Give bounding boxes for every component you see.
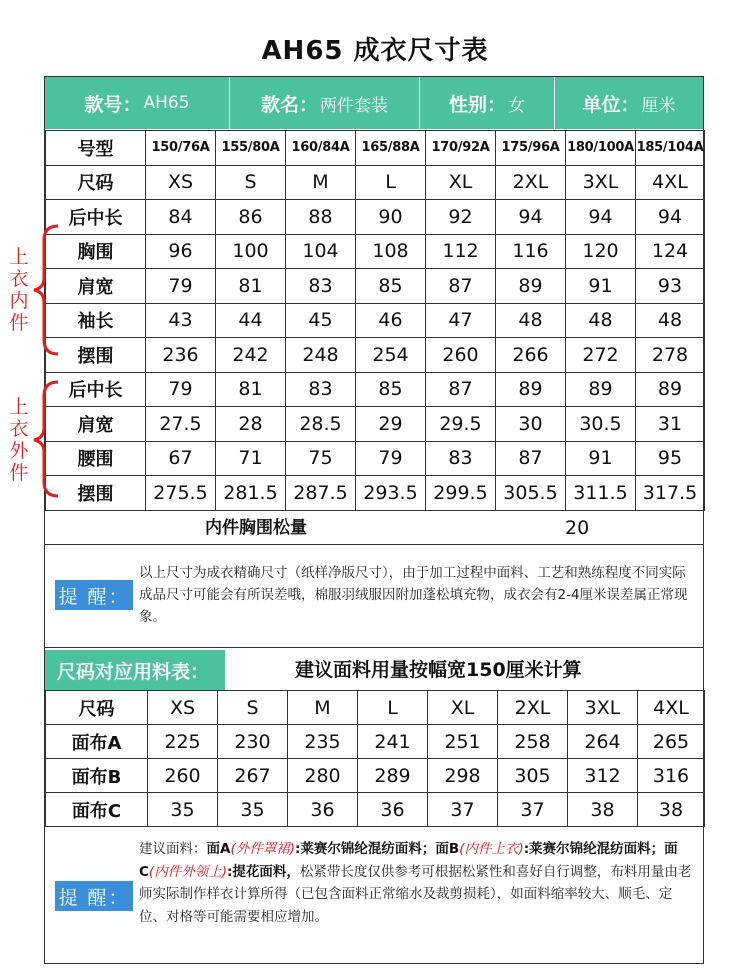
cell: 38 xyxy=(638,793,705,827)
cell: 79 xyxy=(146,269,216,304)
fabric-c-note: (内件外领上) xyxy=(148,863,227,880)
cell: 81 xyxy=(216,372,286,407)
cell: 264 xyxy=(568,725,638,759)
cell: 86 xyxy=(216,200,286,235)
cell: 87 xyxy=(496,441,566,476)
gender-label: 性别： xyxy=(448,93,506,116)
cell: 83 xyxy=(426,441,496,476)
size-row xyxy=(46,165,705,200)
cell: 225 xyxy=(148,725,218,759)
gender-value: 女 xyxy=(508,95,525,116)
cell: 175/96A xyxy=(496,131,566,166)
cell: XS xyxy=(146,165,216,200)
cell: 36 xyxy=(358,793,428,827)
style-value: AH65 xyxy=(143,93,190,113)
cell: 165/88A xyxy=(356,131,426,166)
cell: 44 xyxy=(216,303,286,338)
cell: 260 xyxy=(426,338,496,373)
cell: 108 xyxy=(356,234,426,269)
cell: 317.5 xyxy=(636,476,705,511)
cell: 48 xyxy=(496,303,566,338)
fabric-section-header xyxy=(45,650,703,690)
page-title: AH65 成衣尺寸表 xyxy=(261,36,489,66)
cell: 235 xyxy=(288,725,358,759)
cell: L xyxy=(356,165,426,200)
cell: 30 xyxy=(496,407,566,442)
cell: 83 xyxy=(286,372,356,407)
reminder-text-2 xyxy=(139,838,695,928)
cell: 31 xyxy=(636,407,705,442)
outer-row xyxy=(46,441,705,476)
fabric-section-text: 建议面料用量按幅宽150厘米计算 xyxy=(295,659,582,681)
outer-row xyxy=(46,372,705,407)
cell: 94 xyxy=(496,200,566,235)
reminder-badge-1: 提 醒： xyxy=(55,580,133,610)
fabric-row xyxy=(46,725,705,759)
cell: 2XL xyxy=(498,691,568,725)
cell: 155/80A xyxy=(216,131,286,166)
cell: 281.5 xyxy=(216,476,286,511)
cell: 36 xyxy=(288,793,358,827)
row-label: 后中长 xyxy=(46,372,146,407)
row-label: 胸围 xyxy=(46,234,146,269)
cell: 89 xyxy=(496,372,566,407)
row-label: 面布C xyxy=(46,793,148,827)
cell: 46 xyxy=(356,303,426,338)
reminder-box-2 xyxy=(45,826,703,963)
cell: 3XL xyxy=(566,165,636,200)
cell: 92 xyxy=(426,200,496,235)
cell: 35 xyxy=(148,793,218,827)
cell: 85 xyxy=(356,269,426,304)
cell: 120 xyxy=(566,234,636,269)
fabric-c-label: 面C xyxy=(139,841,678,880)
cell: XL xyxy=(426,165,496,200)
cell: 89 xyxy=(496,269,566,304)
cell: 275.5 xyxy=(146,476,216,511)
fabric-usage-table xyxy=(45,690,705,827)
style-name xyxy=(230,77,420,129)
cell: 67 xyxy=(146,441,216,476)
name-label: 款名： xyxy=(260,93,318,116)
cell: 258 xyxy=(498,725,568,759)
row-label: 腰围 xyxy=(46,441,146,476)
cell: 266 xyxy=(496,338,566,373)
cell: XL xyxy=(428,691,498,725)
cell: 280 xyxy=(288,759,358,793)
cell: 116 xyxy=(496,234,566,269)
cell: 89 xyxy=(636,372,705,407)
cell: 28 xyxy=(216,407,286,442)
reminder-badge-2: 提 醒： xyxy=(55,881,133,911)
row-label: 摆围 xyxy=(46,338,146,373)
cell: M xyxy=(286,165,356,200)
header-bar xyxy=(45,77,703,129)
cell: 298 xyxy=(428,759,498,793)
unit-label: 单位： xyxy=(582,93,640,116)
cell: 38 xyxy=(568,793,638,827)
cell: 43 xyxy=(146,303,216,338)
cell: 251 xyxy=(428,725,498,759)
cell: 241 xyxy=(358,725,428,759)
cell: 305 xyxy=(498,759,568,793)
inner-row xyxy=(46,269,705,304)
cell: 30.5 xyxy=(566,407,636,442)
style-label: 款号： xyxy=(84,93,142,116)
fabric-intro: 建议面料： xyxy=(139,841,207,857)
cell: 94 xyxy=(636,200,705,235)
fabric-row xyxy=(46,759,705,793)
cell: 90 xyxy=(356,200,426,235)
inner-row xyxy=(46,303,705,338)
cell: 185/104A xyxy=(636,131,705,166)
row-label: 肩宽 xyxy=(46,407,146,442)
fabric-notes: 松紧带长度仅供参考可根据松紧性和喜好自行调整，布料用量由老师实际制作样衣计算所得（已包含面料正常缩水及裁剪损耗），如面料缩率较大、顺毛、定位、对格等可能需要相应增加。 xyxy=(139,863,692,925)
cell: 3XL xyxy=(568,691,638,725)
cell: 37 xyxy=(498,793,568,827)
cell: 180/100A xyxy=(566,131,636,166)
size-chart-table xyxy=(45,130,705,511)
cell: 100 xyxy=(216,234,286,269)
cell: M xyxy=(288,691,358,725)
cell: 87 xyxy=(426,372,496,407)
cell: 27.5 xyxy=(146,407,216,442)
outer-row xyxy=(46,476,705,511)
cell: 124 xyxy=(636,234,705,269)
cell: 91 xyxy=(566,269,636,304)
fabric-a-note: (外件罩裙) xyxy=(230,841,295,857)
cell: 299.5 xyxy=(426,476,496,511)
cell: 267 xyxy=(218,759,288,793)
outer-row xyxy=(46,407,705,442)
outer-group-label: 上衣外件 xyxy=(9,396,29,484)
fabric-c-material: :提花面料， xyxy=(226,863,300,880)
row-label: 袖长 xyxy=(46,303,146,338)
cell: 71 xyxy=(216,441,286,476)
row-label: 摆围 xyxy=(46,476,146,511)
cell: 87 xyxy=(426,269,496,304)
cell: 312 xyxy=(568,759,638,793)
cell: 84 xyxy=(146,200,216,235)
cell: 230 xyxy=(218,725,288,759)
cell: 160/84A xyxy=(286,131,356,166)
cell: L xyxy=(358,691,428,725)
cell: 236 xyxy=(146,338,216,373)
cell: 29 xyxy=(356,407,426,442)
cell: 37 xyxy=(428,793,498,827)
cell: 278 xyxy=(636,338,705,373)
cell: 79 xyxy=(356,441,426,476)
cell: 4XL xyxy=(638,691,705,725)
outer-bracket xyxy=(30,378,70,500)
row-label: 肩宽 xyxy=(46,269,146,304)
row-label: 号型 xyxy=(46,131,146,166)
row-label: 面布B xyxy=(46,759,148,793)
cell: 260 xyxy=(148,759,218,793)
cell: 96 xyxy=(146,234,216,269)
fabric-section-tag: 尺码对应用料表： xyxy=(45,650,225,690)
cell: 265 xyxy=(638,725,705,759)
cell: 48 xyxy=(566,303,636,338)
inner-bracket xyxy=(30,222,70,357)
cell: 81 xyxy=(216,269,286,304)
cell: 305.5 xyxy=(496,476,566,511)
reminder-box-1 xyxy=(45,546,703,648)
fabric-size-row xyxy=(46,691,705,725)
row-label: 面布A xyxy=(46,725,148,759)
cell: 4XL xyxy=(636,165,705,200)
looseness-label: 内件胸围松量 xyxy=(205,518,307,538)
cell: 170/92A xyxy=(426,131,496,166)
fabric-b-label: 面B xyxy=(435,841,460,857)
cell: 112 xyxy=(426,234,496,269)
fabric-a-material: :莱赛尔锦纶混纺面料； xyxy=(295,841,436,857)
row-label: 尺码 xyxy=(46,691,148,725)
cell: 45 xyxy=(286,303,356,338)
row-label: 后中长 xyxy=(46,200,146,235)
cell: 79 xyxy=(146,372,216,407)
cell: 83 xyxy=(286,269,356,304)
cell: 150/76A xyxy=(146,131,216,166)
cell: 95 xyxy=(636,441,705,476)
looseness-row xyxy=(45,511,703,545)
inner-row xyxy=(46,234,705,269)
row-label: 尺码 xyxy=(46,165,146,200)
cell: 88 xyxy=(286,200,356,235)
cell: 2XL xyxy=(496,165,566,200)
type-row xyxy=(46,131,705,166)
inner-group-label: 上衣内件 xyxy=(9,246,29,334)
cell: 47 xyxy=(426,303,496,338)
cell: 75 xyxy=(286,441,356,476)
inner-row xyxy=(46,200,705,235)
cell: 272 xyxy=(566,338,636,373)
cell: 28.5 xyxy=(286,407,356,442)
unit-value: 厘米 xyxy=(641,95,676,116)
cell: 248 xyxy=(286,338,356,373)
cell: XS xyxy=(148,691,218,725)
fabric-a-label: 面A xyxy=(206,841,231,857)
cell: S xyxy=(216,165,286,200)
gender xyxy=(420,77,555,129)
cell: 29.5 xyxy=(426,407,496,442)
cell: 254 xyxy=(356,338,426,373)
style-number xyxy=(45,77,230,129)
fabric-b-material: :莱赛尔锦纶混纺面料； xyxy=(523,841,665,857)
cell: 104 xyxy=(286,234,356,269)
cell: 94 xyxy=(566,200,636,235)
cell: 316 xyxy=(638,759,705,793)
cell: 242 xyxy=(216,338,286,373)
fabric-row xyxy=(46,793,705,827)
cell: 287.5 xyxy=(286,476,356,511)
cell: 289 xyxy=(358,759,428,793)
cell: 311.5 xyxy=(566,476,636,511)
fabric-b-note: (内件上衣) xyxy=(459,841,524,857)
unit xyxy=(555,77,703,129)
name-value: 两件套装 xyxy=(320,95,388,116)
looseness-value: 20 xyxy=(565,517,590,539)
reminder-text-1: 以上尺寸为成衣精确尺寸（纸样净版尺寸），由于加工过程中面料、工艺和熟练程度不同实际成品尺寸可能会有所误差哦，棉服羽绒服因附加蓬松填充物，成衣会有2-4厘米误差属正常现象。 xyxy=(139,565,688,625)
cell: S xyxy=(218,691,288,725)
cell: 89 xyxy=(566,372,636,407)
cell: 293.5 xyxy=(356,476,426,511)
cell: 91 xyxy=(566,441,636,476)
cell: 35 xyxy=(218,793,288,827)
inner-row xyxy=(46,338,705,373)
cell: 93 xyxy=(636,269,705,304)
cell: 85 xyxy=(356,372,426,407)
cell: 48 xyxy=(636,303,705,338)
